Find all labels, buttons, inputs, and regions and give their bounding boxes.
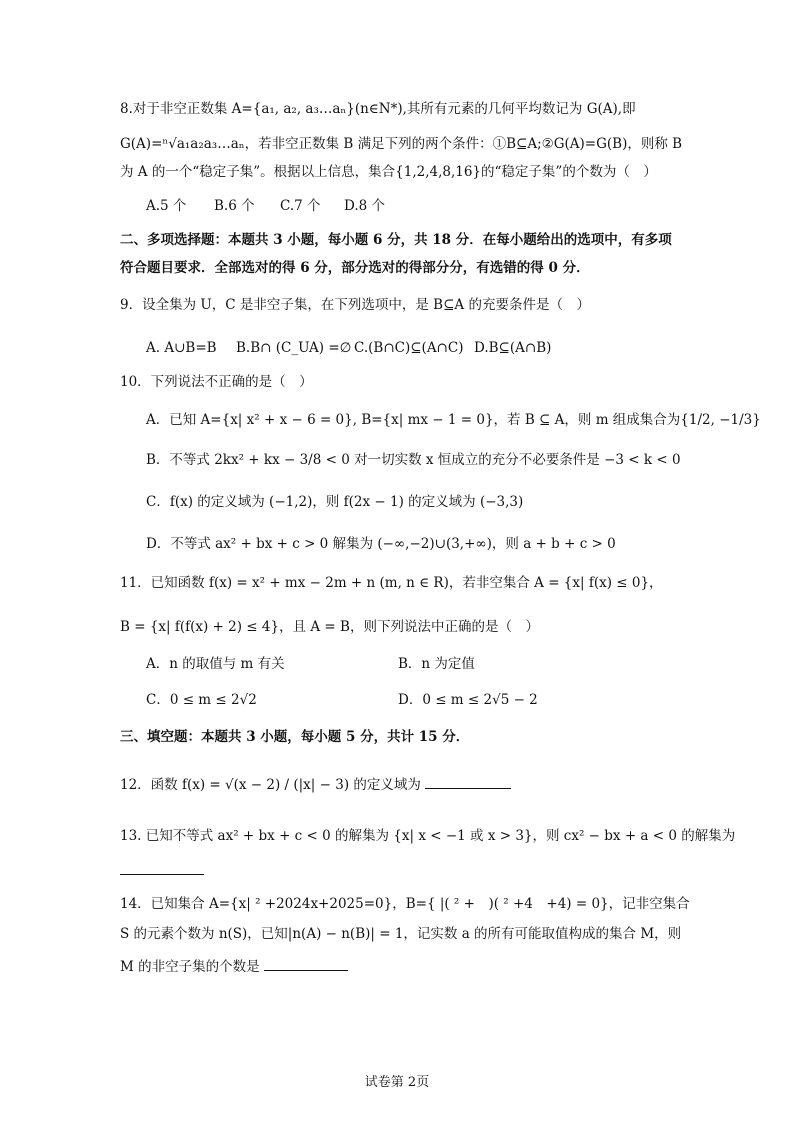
q11-option-d: D．0 ≤ m ≤ 2√5 − 2 (398, 692, 538, 708)
q12-text: 12．函数 f(x) = √(x − 2) / (|x| − 3) 的定义域为 (120, 777, 421, 793)
q12-answer-blank[interactable] (425, 774, 511, 789)
section-2-heading-line-1: 二、多项选择题：本题共 3 小题，每小题 6 分，共 18 分．在每小题给出的选项中，有多项 (120, 232, 672, 248)
q12-stem (120, 774, 511, 795)
q8-option-a: A.5 个 (146, 198, 187, 214)
q8-line-2: G(A)=ⁿ√a₁a₂a₃…aₙ，若非空正数集 B 满足下列的两个条件：①B⊆A;②G(A)=G(B)，则称 B (120, 136, 683, 152)
q14-line-3: M 的非空子集的个数是 (120, 959, 260, 975)
q9-option-a: A. A∪B=B (146, 340, 217, 356)
q14-line-2: S 的元素个数为 n(S)，已知|n(A) − n(B)| = 1，记实数 a 的所有可能取值构成的集合 M，则 (120, 926, 682, 942)
q8-option-d: D.8 个 (344, 198, 386, 214)
q13-answer-blank[interactable] (120, 860, 204, 875)
q8-option-c: C.7 个 (280, 198, 321, 214)
section-3-heading: 三、填空题：本题共 3 小题，每小题 5 分，共计 15 分． (120, 729, 470, 745)
q13-line-1: 13. 已知不等式 ax² + bx + c < 0 的解集为 {x| x < −1 或 x > 3}，则 cx² − bx + a < 0 的解集为 (120, 828, 736, 844)
q9-option-c: C.(B∩C)⊆(A∩C) (354, 340, 464, 356)
q11-line-1: 11．已知函数 f(x) = x² + mx − 2m + n (m, n ∈ R)，若非空集合 A = {x| f(x) ≤ 0}， (120, 575, 663, 591)
q9-stem: 9．设全集为 U，C 是非空子集，在下列选项中，是 B⊆A 的充要条件是（ ） (120, 297, 590, 313)
q10-option-d: D．不等式 ax² + bx + c > 0 解集为 (−∞,−2)∪(3,+∞)，则 a + b + c > 0 (146, 536, 616, 552)
q10-stem: 10．下列说法不正确的是（ ） (120, 374, 313, 390)
page-footer: 试卷第 2页 (364, 1075, 430, 1090)
q9-option-d: D.B⊆(A∩B) (474, 340, 552, 356)
q9-option-b: B.B∩ (C_UA) =∅ (236, 340, 352, 356)
q11-option-b: B．n 为定值 (398, 656, 475, 672)
q14-line-1: 14．已知集合 A={x| ² +2024x+2025=0}，B={ |( ² + )( ² +4 +4) = 0}，记非空集合 (120, 896, 690, 912)
q10-option-c: C．f(x) 的定义域为 (−1,2)，则 f(2x − 1) 的定义域为 (−3,3) (146, 494, 524, 510)
q14-answer-blank[interactable] (264, 956, 348, 971)
section-2-heading-line-2: 符合题目要求．全部选对的得 6 分，部分选对的得部分分，有选错的得 0 分． (120, 260, 590, 276)
q11-option-c: C．0 ≤ m ≤ 2√2 (146, 692, 257, 708)
q8-option-b: B.6 个 (214, 198, 255, 214)
q10-option-a: A．已知 A={x| x² + x − 6 = 0}, B={x| mx − 1 = 0}，若 B ⊆ A，则 m 组成集合为{1/2, −1/3} (146, 412, 761, 428)
q10-option-b: B．不等式 2kx² + kx − 3/8 < 0 对一切实数 x 恒成立的充分不必要条件是 −3 < k < 0 (146, 452, 681, 468)
q8-line-3: 为 A 的一个“稳定子集”。根据以上信息，集合{1,2,4,8,16}的“稳定子集”的个数为（ ） (120, 164, 657, 180)
q8-line-1: 8.对于非空正数集 A={a₁, a₂, a₃…aₙ}(n∈N*),其所有元素的几何平均数记为 G(A),即 (120, 101, 636, 117)
q14-line-3-wrap (120, 956, 348, 977)
q11-option-a: A．n 的取值与 m 有关 (146, 656, 285, 672)
q11-line-2: B = {x| f(f(x) + 2) ≤ 4}，且 A = B，则下列说法中正确的是（ ） (120, 619, 539, 635)
